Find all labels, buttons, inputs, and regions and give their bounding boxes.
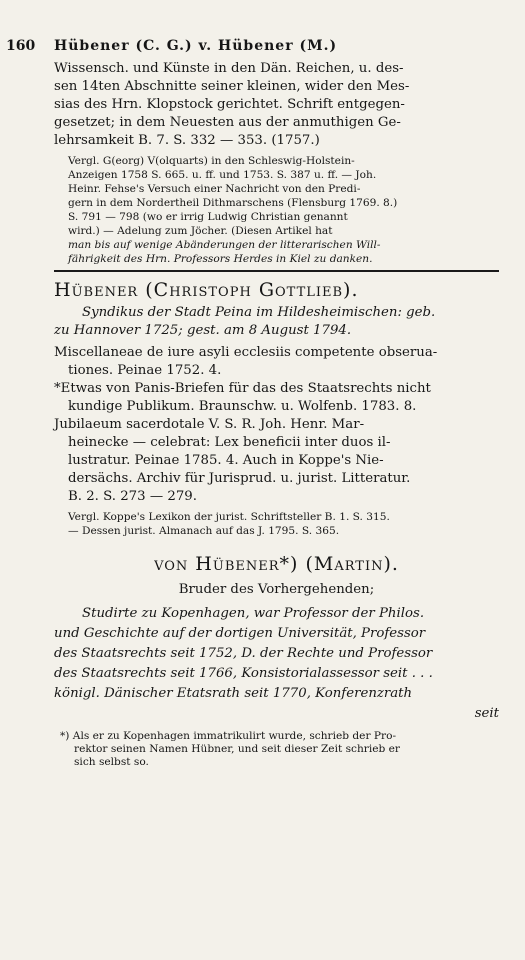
work-line: *Etwas von Panis-Briefen für das des Staatsrechts nicht [54,381,431,396]
ref-line: Anzeigen 1758 S. 665. u. ff. und 1753. S. 387 u. ff. — Joh. [68,169,377,181]
ref-line: gern in dem Nordertheil Dithmarschens (Flensburg 1769. 8.) [68,197,398,209]
work-item [54,344,499,380]
ref-line: Vergl. G(eorg) V(olquarts) in den Schleswig-Holstein- [68,155,355,167]
work-line: tiones. Peinae 1752. 4. [68,363,222,378]
footnote-line: sich selbst so. [74,756,149,768]
work-line: Miscellaneae de iure asyli ecclesiis competente obserua- [54,345,438,360]
ref-line: S. 791 — 798 (wo er irrig Ludwig Christian genannt [68,211,348,223]
work-line: B. 2. S. 273 — 279. [68,489,197,504]
text-line: Wissensch. und Künste in den Dän. Reichen, u. des- [54,61,404,76]
entry-subtitle: Bruder des Vorhergehenden; [178,582,375,597]
ref-line: man bis auf wenige Abänderungen der litterarischen Will- [68,239,381,251]
work-line: Jubilaeum sacerdotale V. S. R. Joh. Henr. Mar- [54,417,365,432]
text-line: sen 14ten Abschnitte seiner kleinen, wider den Mes- [54,79,410,94]
work-item [54,416,499,506]
ref-line: fährigkeit des Hrn. Professors Herdes in Kiel zu danken. [68,253,373,265]
work-line: heinecke — celebrat: Lex beneficii inter duos il- [68,435,391,450]
entry-title: von Hübener*) (Martin). [154,553,399,575]
text-line: sias des Hrn. Klopstock gerichtet. Schrift entgegen- [54,97,405,112]
work-line: dersächs. Archiv für Jurisprud. u. jurist. Litteratur. [68,471,411,486]
reference-note [68,510,499,538]
text-line: gesetzet; in dem Neuesten aus der anmuthigen Ge- [54,115,401,130]
footnote-line: *) Als er zu Kopenhagen immatrikulirt wurde, schrieb der Pro- [60,730,397,742]
ref-line: — Dessen jurist. Almanach auf das J. 1795. S. 365. [68,525,340,537]
work-line: lustratur. Peinae 1785. 4. Auch in Koppe's Nie- [68,453,384,468]
text-line: lehrsamkeit B. 7. S. 332 — 353. (1757.) [54,133,320,148]
work-item [54,380,499,416]
bio-line: Syndikus der Stadt Peina im Hildesheimischen: geb. [82,305,436,320]
catchword: seit [474,706,499,721]
bio-line: des Staatsrechts seit 1766, Konsistorialassessor seit . . . [54,666,433,681]
footnote [60,730,499,769]
entry-title: Hübener (Christoph Gottlieb). [54,279,359,301]
bio-line: und Geschichte auf der dortigen Universität, Professor [54,626,426,641]
bio-line: königl. Dänischer Etatsrath seit 1770, Konferenzrath [54,686,413,701]
footnote-line: rektor seinen Namen Hübner, und seit dieser Zeit schrieb er [74,743,400,755]
page-header [6,38,499,54]
bio-line: Studirte zu Kopenhagen, war Professor der Philos. [82,606,425,621]
work-line: kundige Publikum. Braunschw. u. Wolfenb. 1783. 8. [68,399,417,414]
running-title: Hübener (C. G.) v. Hübener (M.) [54,38,338,54]
page-number: 160 [6,38,36,54]
ref-line: Vergl. Koppe's Lexikon der jurist. Schriftsteller B. 1. S. 315. [68,511,390,523]
section-divider [54,270,499,272]
bio-line: des Staatsrechts seit 1752, D. der Rechte und Professor [54,646,433,661]
entry-von-huebener-martin [54,550,499,724]
continued-entry [54,60,499,266]
reference-note [68,154,499,266]
bio-line: zu Hannover 1725; gest. am 8 August 1794. [54,323,352,338]
entry-huebener-christoph-gottlieb [54,276,499,538]
ref-line: Heinr. Fehse's Versuch einer Nachricht von den Predi- [68,183,361,195]
ref-line: wird.) — Adelung zum Jöcher. (Diesen Artikel hat [68,225,333,237]
